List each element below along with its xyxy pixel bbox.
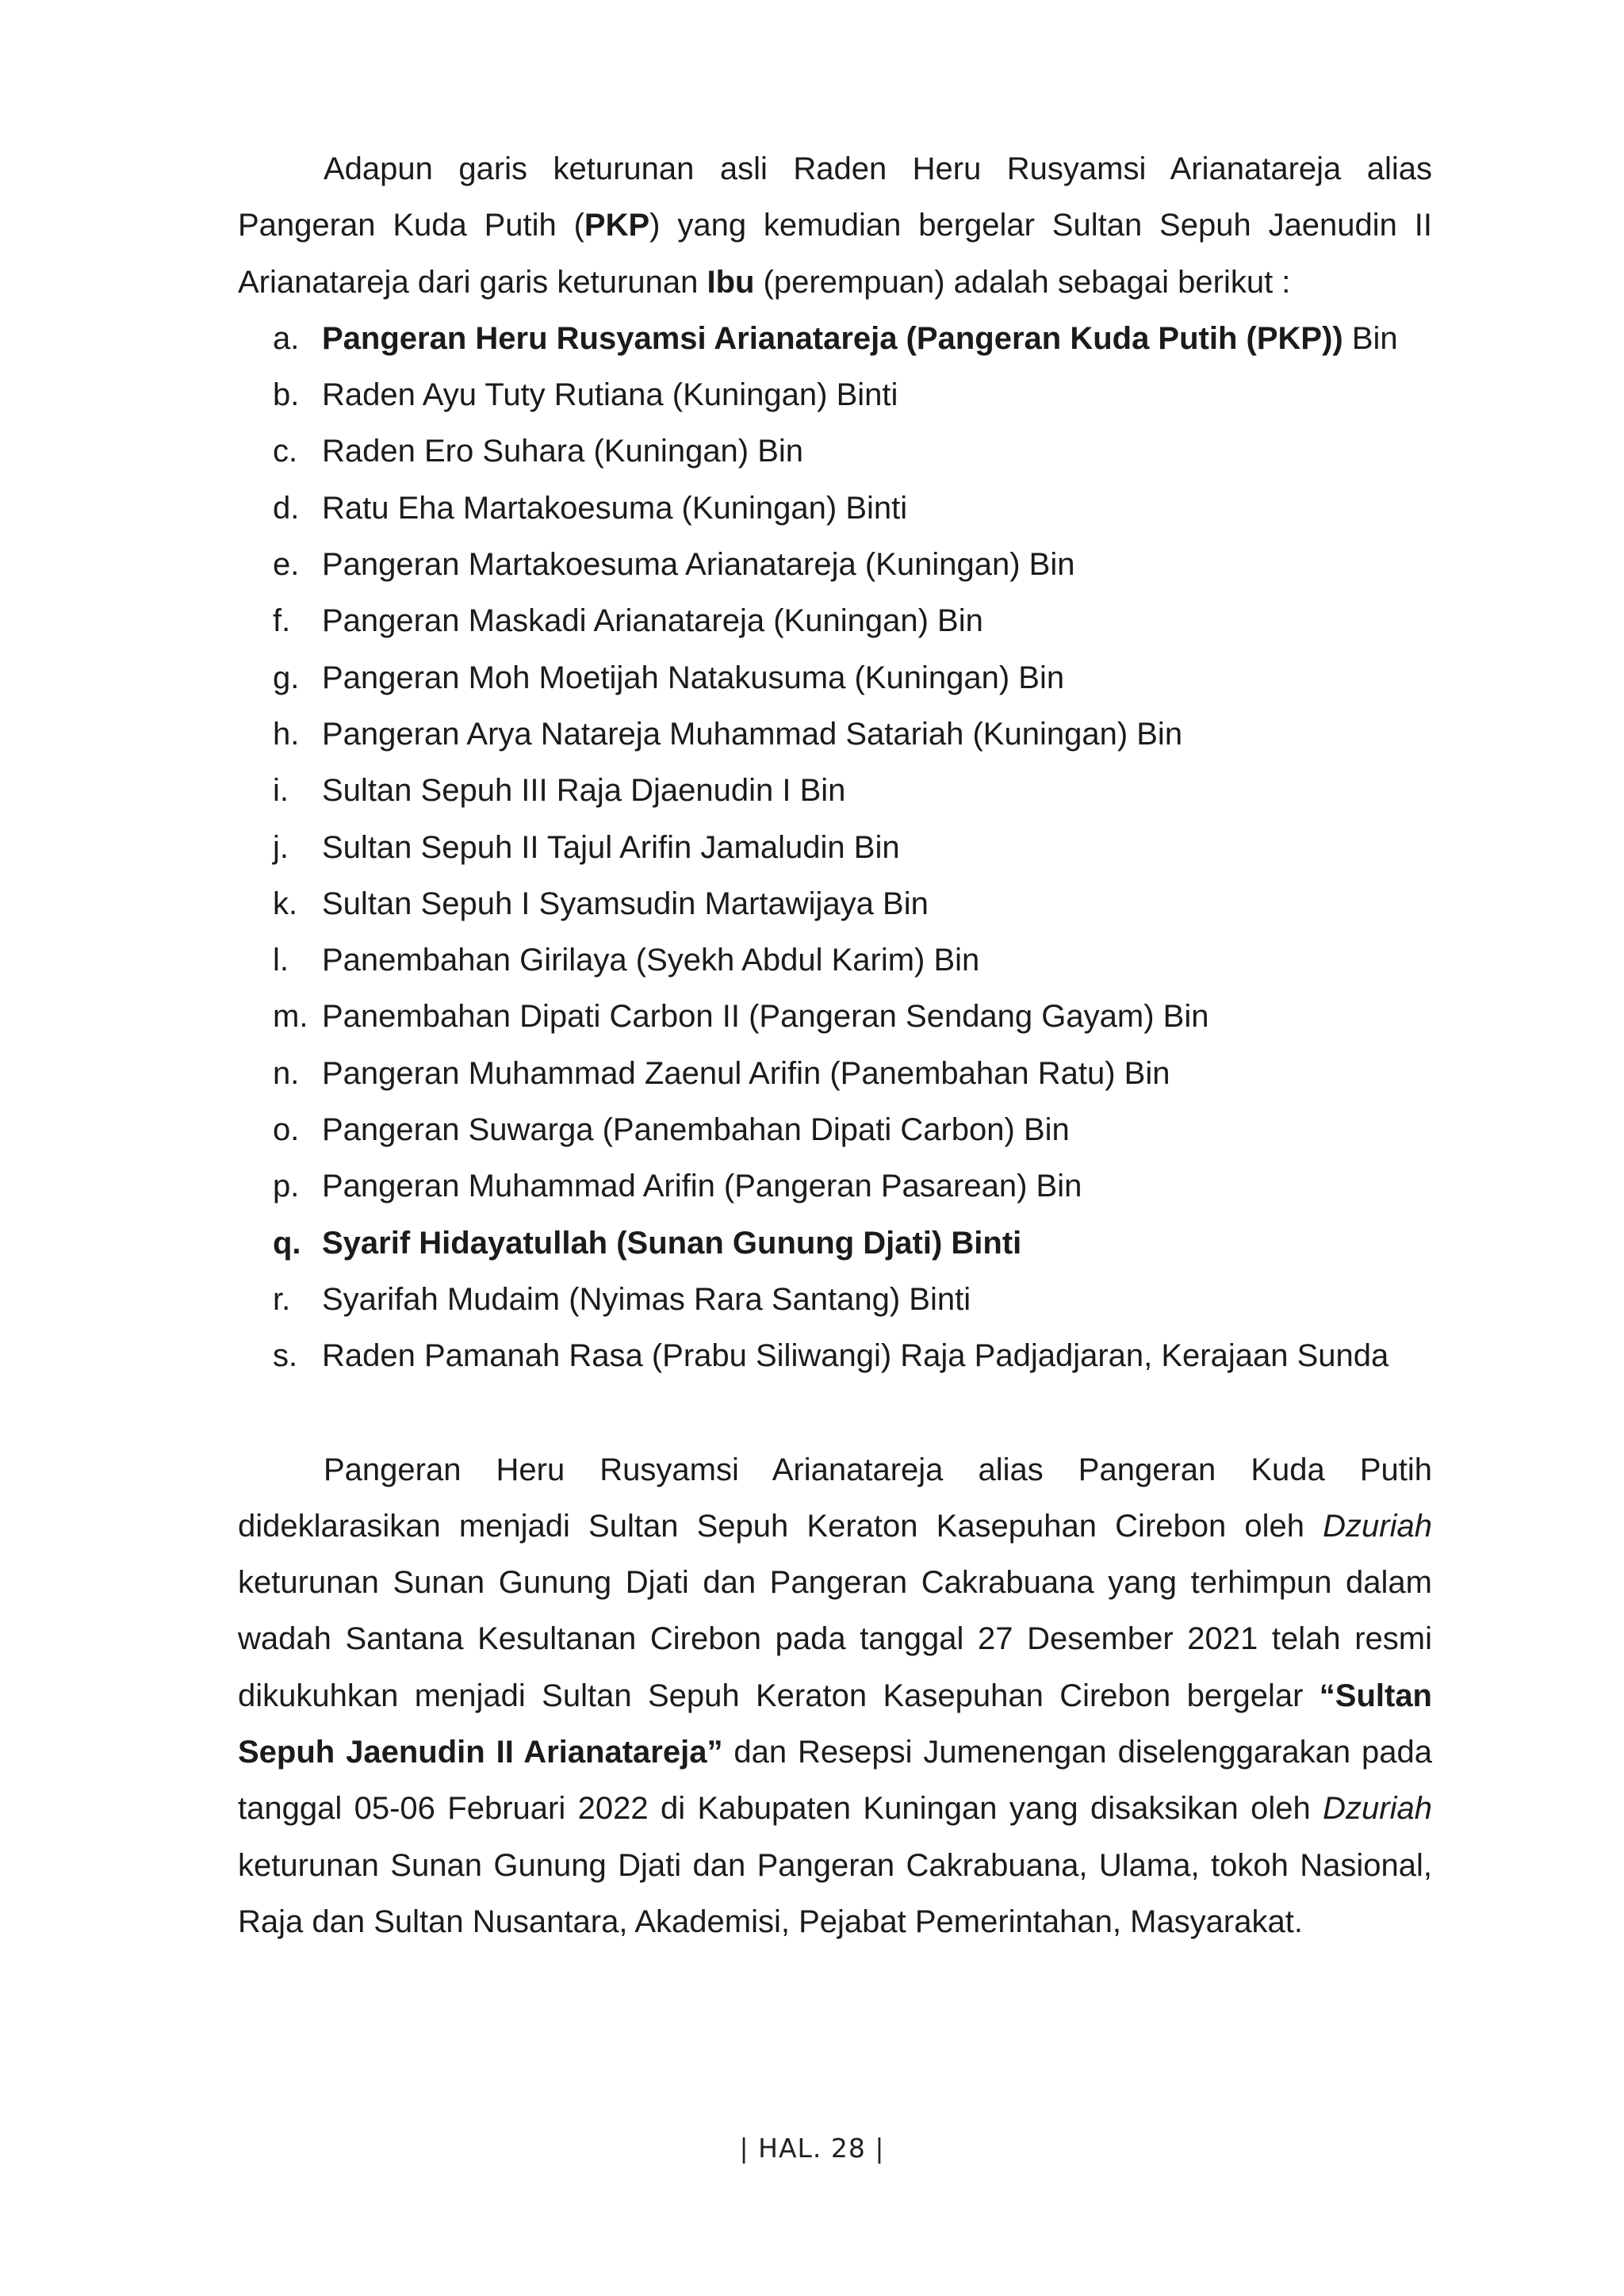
list-marker: i. (273, 773, 289, 809)
list-marker: o. (273, 1112, 300, 1148)
lineage-item-text: Pangeran Martakoesuma Arianatareja (Kuningan) Bin (322, 547, 1075, 583)
intro-paragraph (238, 141, 1432, 311)
lineage-item (238, 593, 1432, 649)
lineage-item-text: Pangeran Moh Moetijah Natakusuma (Kuningan) Bin (322, 660, 1065, 695)
list-marker: h. (273, 716, 300, 752)
lineage-item-text: Panembahan Girilaya (Syekh Abdul Karim) Bin (322, 943, 980, 978)
lineage-item-text: Syarif Hidayatullah (Sunan Gunung Djati) Binti (322, 1225, 1022, 1261)
lineage-item (238, 311, 1432, 367)
lineage-item (238, 1215, 1432, 1272)
lineage-item-text: Sultan Sepuh III Raja Djaenudin I Bin (322, 773, 846, 809)
lineage-item-text: Pangeran Suwarga (Panembahan Dipati Carbon) Bin (322, 1112, 1070, 1148)
lineage-item (238, 1158, 1432, 1215)
intro-text-2: ) yang kemudian bergelar Sultan Sepuh Jaenudin II Arianatareja dari garis keturunan (238, 208, 1432, 300)
lineage-item (238, 367, 1432, 423)
list-marker: g. (273, 660, 300, 695)
declaration-bold-title: “Sultan Sepuh Jaenudin II Arianatareja” (238, 1678, 1432, 1770)
declaration-italic-dzuriah-1: Dzuriah (1323, 1508, 1432, 1544)
declaration-paragraph (238, 1442, 1432, 1951)
list-marker: m. (273, 999, 308, 1035)
lineage-item-text: Raden Ero Suhara (Kuningan) Bin (322, 434, 804, 469)
intro-text-3: (perempuan) adalah sebagai berikut : (754, 264, 1291, 300)
lineage-item (238, 989, 1432, 1045)
document-page (238, 141, 1432, 1950)
intro-text-1: Adapun garis keturunan asli Raden Heru Rusyamsi Arianatareja alias Pangeran Kuda Putih ( (238, 151, 1432, 243)
lineage-item (238, 932, 1432, 989)
lineage-item (238, 876, 1432, 932)
lineage-item-bold-text: Pangeran Heru Rusyamsi Arianatareja (Pangeran Kuda Putih (PKP)) (322, 320, 1343, 356)
lineage-item-text: Sultan Sepuh II Tajul Arifin Jamaludin Bin (322, 829, 900, 865)
lineage-item (238, 1272, 1432, 1328)
lineage-item-text: Panembahan Dipati Carbon II (Pangeran Sendang Gayam) Bin (322, 999, 1209, 1035)
lineage-item-text: Pangeran Arya Natareja Muhammad Satariah (Kuningan) Bin (322, 716, 1183, 752)
list-marker: j. (273, 829, 289, 865)
list-marker: b. (273, 377, 300, 413)
list-marker: e. (273, 547, 300, 583)
lineage-list (238, 311, 1432, 1385)
list-marker: k. (273, 886, 298, 921)
list-marker: l. (273, 943, 289, 978)
intro-bold-pkp: PKP (584, 208, 650, 243)
lineage-item (238, 1102, 1432, 1158)
list-marker: q. (273, 1225, 301, 1261)
lineage-item (238, 650, 1432, 706)
declaration-text-2: keturunan Sunan Gunung Djati dan Pangeran Cakrabuana yang terhimpun dalam wadah Santana Kesultanan Cirebon pada tanggal 27 Desember 2021 telah resmi dikukuhkan menjadi Sultan Sepuh Keraton Kasepuhan Cirebon bergelar (238, 1565, 1432, 1713)
lineage-item (238, 1328, 1432, 1384)
list-marker: r. (273, 1281, 291, 1317)
lineage-item (238, 706, 1432, 763)
declaration-text-1: Pangeran Heru Rusyamsi Arianatareja alias Pangeran Kuda Putih dideklarasikan menjadi Sultan Sepuh Keraton Kasepuhan Cirebon oleh (238, 1452, 1432, 1544)
list-marker: f. (273, 603, 291, 639)
list-marker: c. (273, 434, 298, 469)
declaration-text-4: keturunan Sunan Gunung Djati dan Pangeran Cakrabuana, Ulama, tokoh Nasional, Raja dan Sultan Nusantara, Akademisi, Pejabat Pemerintahan, Masyarakat. (238, 1847, 1432, 1939)
page-number: | HAL. 28 | (739, 2133, 885, 2164)
declaration-italic-dzuriah-2: Dzuriah (1323, 1791, 1432, 1827)
lineage-item (238, 423, 1432, 480)
lineage-item (238, 820, 1432, 876)
lineage-item-text: Sultan Sepuh I Syamsudin Martawijaya Bin (322, 886, 929, 921)
intro-bold-ibu: Ibu (707, 264, 755, 300)
lineage-item-text: Raden Ayu Tuty Rutiana (Kuningan) Binti (322, 377, 898, 413)
list-marker: n. (273, 1055, 300, 1091)
list-marker: s. (273, 1338, 298, 1374)
lineage-item-text: Pangeran Muhammad Arifin (Pangeran Pasarean) Bin (322, 1169, 1082, 1204)
lineage-item-text: Pangeran Muhammad Zaenul Arifin (Panembahan Ratu) Bin (322, 1055, 1170, 1091)
list-marker: p. (273, 1169, 300, 1204)
lineage-item-text: Bin (1342, 320, 1398, 356)
lineage-item (238, 537, 1432, 593)
declaration-text-3: dan Resepsi Jumenengan diselenggarakan pada tanggal 05-06 Februari 2022 di Kabupaten Kuningan yang disaksikan oleh (238, 1735, 1432, 1827)
lineage-item-text: Raden Pamanah Rasa (Prabu Siliwangi) Raja Padjadjaran, Kerajaan Sunda (322, 1338, 1389, 1374)
lineage-item-text: Syarifah Mudaim (Nyimas Rara Santang) Binti (322, 1281, 971, 1317)
list-marker: a. (273, 320, 300, 356)
lineage-item (238, 1046, 1432, 1102)
lineage-item-text: Pangeran Maskadi Arianatareja (Kuningan) Bin (322, 603, 983, 639)
lineage-item-text: Ratu Eha Martakoesuma (Kuningan) Binti (322, 490, 908, 526)
lineage-item (238, 480, 1432, 537)
lineage-item (238, 763, 1432, 819)
list-marker: d. (273, 490, 300, 526)
